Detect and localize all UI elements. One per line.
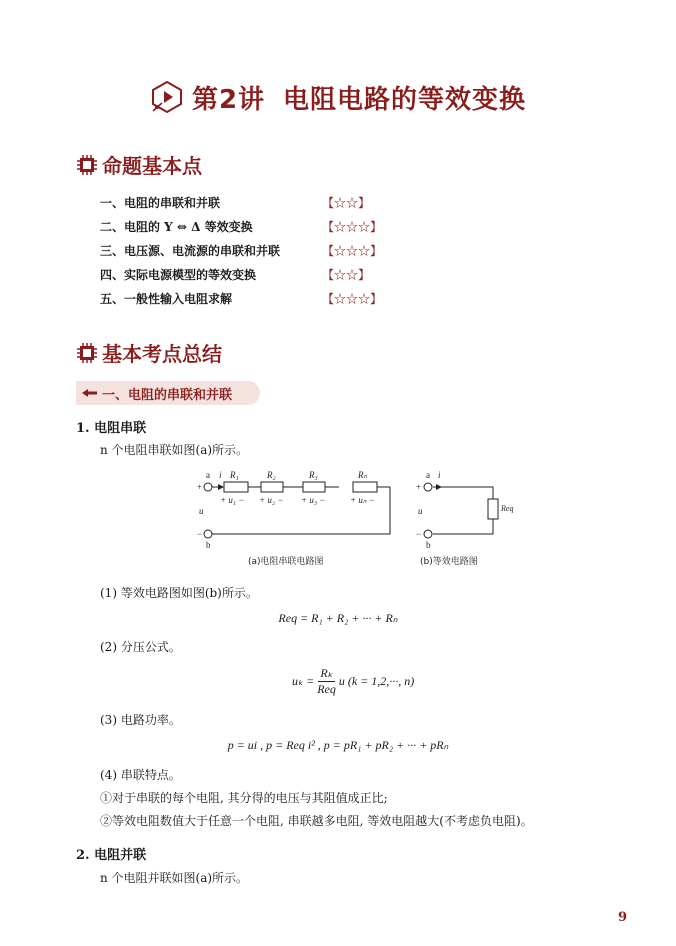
section-heading-summary bbox=[76, 338, 222, 367]
topic-list bbox=[100, 190, 382, 310]
current-arrow-icon bbox=[436, 484, 442, 490]
title-text bbox=[192, 79, 526, 116]
label-u: u bbox=[418, 506, 423, 516]
eq2-fraction bbox=[317, 666, 336, 697]
caption-a: (a)电阻串联电路图 bbox=[248, 557, 324, 567]
label-u2: + u₂ − bbox=[259, 495, 284, 505]
label-r3: R₃ bbox=[309, 470, 318, 480]
current-arrow-icon bbox=[218, 484, 224, 490]
label-minus: − bbox=[197, 529, 203, 539]
arrow-right-icon bbox=[82, 387, 98, 399]
topic-row bbox=[100, 238, 382, 262]
heading-series: 1. 电阻串联 bbox=[76, 421, 147, 436]
subsection-title: 一、电阻的串联和并联 bbox=[102, 387, 233, 403]
topic-text: 三、电压源、电流源的串联和并联 bbox=[100, 243, 281, 258]
item-4: (4) 串联特点。 bbox=[100, 768, 181, 782]
topic-row bbox=[100, 262, 382, 286]
heading-parallel: 2. 电阻并联 bbox=[76, 848, 147, 863]
paragraph-series-intro: n 个电阻串联如图(a)所示。 bbox=[100, 443, 249, 457]
eq2-rhs: u (k = 1,2,···, n) bbox=[338, 674, 415, 688]
topic-text: 一、电阻的串联和并联 bbox=[100, 195, 221, 210]
topic-stars: 【☆☆☆】 bbox=[322, 219, 383, 234]
topic-stars: 【☆☆】 bbox=[322, 195, 371, 210]
point-2: ②等效电阻数值大于任意一个电阻, 串联越多电阻, 等效电阻越大(不考虑负电阻)。 bbox=[100, 814, 533, 828]
label-u3: + u₃ − bbox=[301, 495, 326, 505]
section-title: 命题基本点 bbox=[102, 154, 202, 178]
topic-text: 二、电阻的 Y ⇔ Δ 等效变换 bbox=[100, 219, 253, 234]
topic-text: 四、实际电源模型的等效变换 bbox=[100, 267, 257, 282]
label-r2: R₂ bbox=[267, 470, 276, 480]
page-title bbox=[0, 72, 676, 122]
item-3: (3) 电路功率。 bbox=[100, 713, 181, 727]
caption-b: (b)等效电路图 bbox=[420, 557, 478, 567]
label-a: a bbox=[426, 470, 430, 480]
item-2: (2) 分压公式。 bbox=[100, 640, 181, 654]
chip-icon bbox=[76, 342, 98, 364]
label-dots: ··· bbox=[331, 482, 340, 492]
label-b: b bbox=[426, 540, 431, 550]
label-u: u bbox=[199, 506, 204, 516]
eq2-numerator: Rₖ bbox=[320, 666, 333, 680]
item-1: (1) 等效电路图如图(b)所示。 bbox=[100, 586, 258, 600]
point-1: ①对于串联的每个电阻, 其分得的电压与其阻值成正比; bbox=[100, 791, 388, 805]
terminal-a bbox=[204, 483, 212, 491]
terminal-a bbox=[424, 483, 432, 491]
terminal-b bbox=[204, 530, 212, 538]
equation-req: Req = R₁ + R₂ + ··· + Rₙ bbox=[278, 611, 398, 625]
topic-row bbox=[100, 286, 382, 310]
chip-icon bbox=[76, 154, 98, 176]
section-title: 基本考点总结 bbox=[102, 342, 222, 366]
subsection-banner bbox=[76, 381, 260, 405]
resistor-req bbox=[488, 499, 498, 519]
section-heading-basics bbox=[76, 150, 202, 179]
label-req: Req bbox=[501, 504, 514, 513]
resistor-r2 bbox=[261, 482, 283, 492]
topic-stars: 【☆☆☆】 bbox=[322, 291, 383, 306]
label-plus: + bbox=[197, 482, 203, 492]
equation-power: p = ui , p = Req i² , p = pR₁ + pR₂ + ··· + pRₙ bbox=[227, 738, 449, 752]
label-plus: + bbox=[416, 482, 422, 492]
resistor-rn bbox=[353, 482, 377, 492]
label-i: i bbox=[219, 470, 222, 480]
circuit-figure bbox=[190, 466, 525, 570]
label-rn: Rₙ bbox=[358, 470, 368, 480]
equation-divider bbox=[292, 666, 414, 697]
title-number: 第2讲 bbox=[191, 84, 266, 115]
resistor-r3 bbox=[303, 482, 325, 492]
topic-row bbox=[100, 214, 382, 238]
label-a: a bbox=[206, 470, 210, 480]
label-minus: − bbox=[416, 529, 422, 539]
label-b: b bbox=[206, 540, 211, 550]
paragraph-parallel-intro: n 个电阻并联如图(a)所示。 bbox=[100, 871, 249, 885]
label-un: + uₙ − bbox=[350, 495, 375, 505]
page-number: 9 bbox=[618, 910, 628, 925]
terminal-b bbox=[424, 530, 432, 538]
resistor-r1 bbox=[224, 482, 248, 492]
label-r1: R₁ bbox=[230, 470, 239, 480]
topic-text: 五、一般性输入电阻求解 bbox=[100, 291, 233, 306]
label-i: i bbox=[438, 470, 441, 480]
topic-stars: 【☆☆】 bbox=[322, 267, 371, 282]
title-name: 电阻电路的等效变换 bbox=[283, 84, 527, 115]
label-u1: + u₁ − bbox=[220, 495, 245, 505]
lecture-badge-icon bbox=[150, 80, 184, 114]
topic-stars: 【☆☆☆】 bbox=[322, 243, 383, 258]
eq2-lhs: uₖ = bbox=[292, 674, 315, 688]
eq2-denominator: Req bbox=[317, 682, 336, 696]
topic-row bbox=[100, 190, 382, 214]
